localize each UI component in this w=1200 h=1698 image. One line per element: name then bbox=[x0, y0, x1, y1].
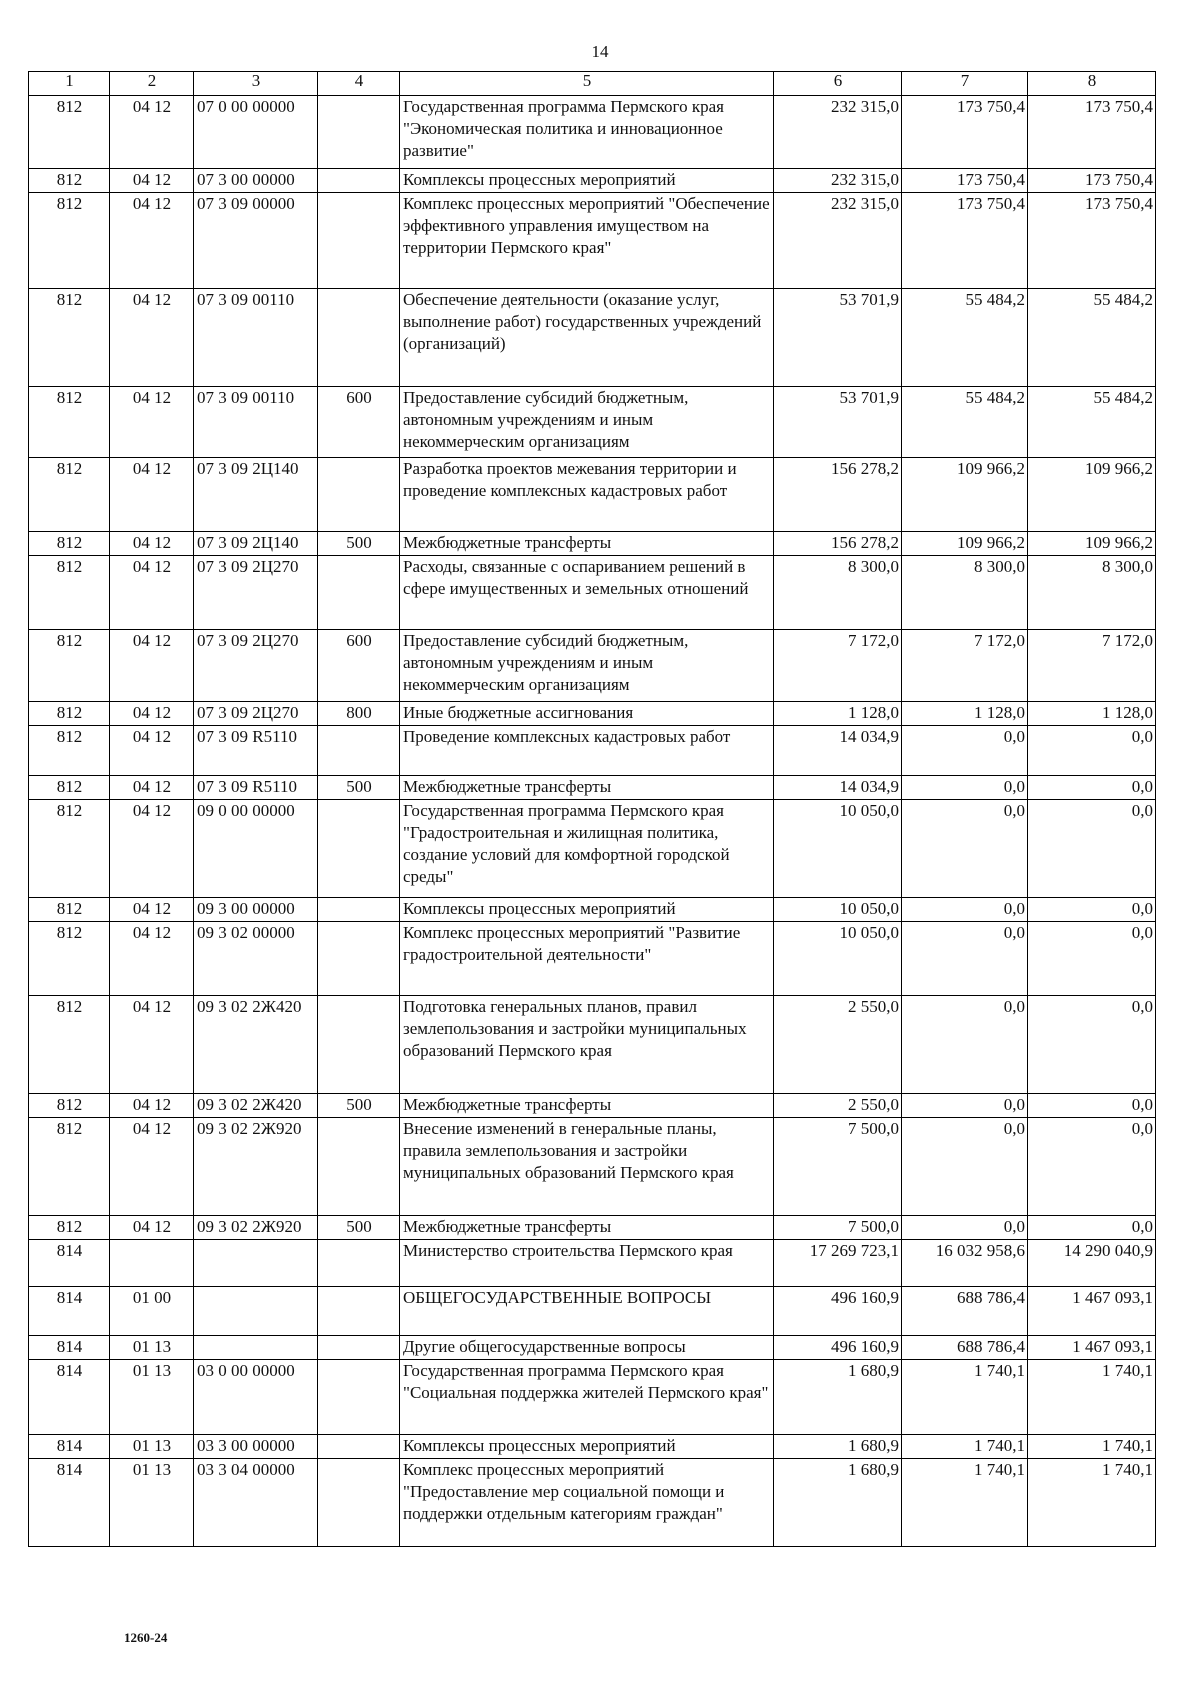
table-row bbox=[29, 556, 1156, 630]
code-cell: 812 bbox=[29, 776, 110, 800]
amount-cell: 232 315,0 bbox=[774, 169, 902, 193]
expense-type-cell bbox=[318, 996, 400, 1094]
name-cell: Внесение изменений в генеральные планы, правила землепользования и застройки муниципальных образований Пермского края bbox=[400, 1118, 774, 1216]
table-row bbox=[29, 193, 1156, 289]
expense-type-cell: 600 bbox=[318, 630, 400, 702]
amount-cell: 0,0 bbox=[902, 1118, 1028, 1216]
table-row bbox=[29, 169, 1156, 193]
amount-cell: 7 172,0 bbox=[902, 630, 1028, 702]
column-header: 4 bbox=[318, 72, 400, 96]
target-article-cell: 07 3 09 2Ц270 bbox=[194, 630, 318, 702]
amount-cell: 0,0 bbox=[902, 726, 1028, 776]
code-cell: 814 bbox=[29, 1459, 110, 1547]
column-header: 6 bbox=[774, 72, 902, 96]
amount-cell: 496 160,9 bbox=[774, 1287, 902, 1336]
amount-cell: 109 966,2 bbox=[902, 458, 1028, 532]
column-header: 3 bbox=[194, 72, 318, 96]
name-cell: Министерство строительства Пермского края bbox=[400, 1240, 774, 1287]
amount-cell: 0,0 bbox=[902, 1094, 1028, 1118]
target-article-cell: 07 3 09 R5110 bbox=[194, 776, 318, 800]
amount-cell: 1 467 093,1 bbox=[1028, 1336, 1156, 1360]
section-cell: 04 12 bbox=[110, 898, 194, 922]
table-row bbox=[29, 532, 1156, 556]
expense-type-cell: 500 bbox=[318, 1216, 400, 1240]
amount-cell: 0,0 bbox=[902, 996, 1028, 1094]
amount-cell: 55 484,2 bbox=[1028, 387, 1156, 458]
code-cell: 814 bbox=[29, 1435, 110, 1459]
column-header: 7 bbox=[902, 72, 1028, 96]
amount-cell: 0,0 bbox=[902, 898, 1028, 922]
target-article-cell: 07 3 09 2Ц140 bbox=[194, 458, 318, 532]
expense-type-cell bbox=[318, 458, 400, 532]
name-cell: Государственная программа Пермского края "Социальная поддержка жителей Пермского края" bbox=[400, 1360, 774, 1435]
code-cell: 812 bbox=[29, 1118, 110, 1216]
amount-cell: 173 750,4 bbox=[902, 96, 1028, 169]
section-cell: 01 13 bbox=[110, 1336, 194, 1360]
amount-cell: 0,0 bbox=[1028, 1118, 1156, 1216]
target-article-cell: 03 3 00 00000 bbox=[194, 1435, 318, 1459]
column-header: 2 bbox=[110, 72, 194, 96]
section-cell: 04 12 bbox=[110, 532, 194, 556]
amount-cell: 17 269 723,1 bbox=[774, 1240, 902, 1287]
section-cell: 04 12 bbox=[110, 1216, 194, 1240]
section-cell: 01 13 bbox=[110, 1435, 194, 1459]
amount-cell: 0,0 bbox=[902, 776, 1028, 800]
amount-cell: 10 050,0 bbox=[774, 922, 902, 996]
section-cell: 04 12 bbox=[110, 996, 194, 1094]
name-cell: Расходы, связанные с оспариванием решений в сфере имущественных и земельных отношений bbox=[400, 556, 774, 630]
amount-cell: 0,0 bbox=[1028, 776, 1156, 800]
expense-type-cell bbox=[318, 898, 400, 922]
amount-cell: 109 966,2 bbox=[902, 532, 1028, 556]
section-cell: 04 12 bbox=[110, 1118, 194, 1216]
code-cell: 814 bbox=[29, 1287, 110, 1336]
section-cell: 04 12 bbox=[110, 169, 194, 193]
amount-cell: 0,0 bbox=[1028, 898, 1156, 922]
table-row bbox=[29, 922, 1156, 996]
expense-type-cell bbox=[318, 1336, 400, 1360]
code-cell: 812 bbox=[29, 1094, 110, 1118]
expense-type-cell bbox=[318, 289, 400, 387]
name-cell: Комплекс процессных мероприятий "Обеспечение эффективного управления имуществом на территории Пермского края" bbox=[400, 193, 774, 289]
amount-cell: 173 750,4 bbox=[902, 193, 1028, 289]
expense-type-cell bbox=[318, 1240, 400, 1287]
name-cell: Комплексы процессных мероприятий bbox=[400, 1435, 774, 1459]
page-number: 14 bbox=[591, 42, 609, 61]
amount-cell: 1 740,1 bbox=[1028, 1459, 1156, 1547]
table-row bbox=[29, 1360, 1156, 1435]
code-cell: 812 bbox=[29, 193, 110, 289]
code-cell: 812 bbox=[29, 96, 110, 169]
name-cell: Государственная программа Пермского края "Экономическая политика и инновационное развитие" bbox=[400, 96, 774, 169]
expense-type-cell bbox=[318, 556, 400, 630]
amount-cell: 1 680,9 bbox=[774, 1459, 902, 1547]
expense-type-cell: 500 bbox=[318, 1094, 400, 1118]
section-cell: 04 12 bbox=[110, 726, 194, 776]
section-cell: 04 12 bbox=[110, 96, 194, 169]
code-cell: 812 bbox=[29, 458, 110, 532]
name-cell: ОБЩЕГОСУДАРСТВЕННЫЕ ВОПРОСЫ bbox=[400, 1287, 774, 1336]
amount-cell: 109 966,2 bbox=[1028, 458, 1156, 532]
table-row bbox=[29, 776, 1156, 800]
amount-cell: 1 467 093,1 bbox=[1028, 1287, 1156, 1336]
expense-type-cell bbox=[318, 1287, 400, 1336]
target-article-cell: 07 3 09 2Ц140 bbox=[194, 532, 318, 556]
name-cell: Межбюджетные трансферты bbox=[400, 532, 774, 556]
code-cell: 812 bbox=[29, 898, 110, 922]
target-article-cell: 09 0 00 00000 bbox=[194, 800, 318, 898]
amount-cell: 8 300,0 bbox=[1028, 556, 1156, 630]
table-row bbox=[29, 630, 1156, 702]
amount-cell: 0,0 bbox=[1028, 726, 1156, 776]
name-cell: Обеспечение деятельности (оказание услуг, выполнение работ) государственных учреждений (организаций) bbox=[400, 289, 774, 387]
amount-cell: 1 740,1 bbox=[902, 1435, 1028, 1459]
target-article-cell: 07 3 09 2Ц270 bbox=[194, 702, 318, 726]
target-article-cell: 07 3 09 00000 bbox=[194, 193, 318, 289]
amount-cell: 0,0 bbox=[1028, 996, 1156, 1094]
amount-cell: 232 315,0 bbox=[774, 96, 902, 169]
amount-cell: 2 550,0 bbox=[774, 996, 902, 1094]
target-article-cell: 07 3 09 00110 bbox=[194, 289, 318, 387]
amount-cell: 688 786,4 bbox=[902, 1336, 1028, 1360]
target-article-cell: 09 3 02 2Ж420 bbox=[194, 1094, 318, 1118]
name-cell: Комплексы процессных мероприятий bbox=[400, 169, 774, 193]
table-row bbox=[29, 289, 1156, 387]
amount-cell: 55 484,2 bbox=[902, 289, 1028, 387]
amount-cell: 8 300,0 bbox=[774, 556, 902, 630]
code-cell: 814 bbox=[29, 1240, 110, 1287]
name-cell: Предоставление субсидий бюджетным, автономным учреждениям и иным некоммерческим организациям bbox=[400, 387, 774, 458]
amount-cell: 1 128,0 bbox=[774, 702, 902, 726]
amount-cell: 156 278,2 bbox=[774, 458, 902, 532]
amount-cell: 0,0 bbox=[1028, 1094, 1156, 1118]
name-cell: Подготовка генеральных планов, правил землепользования и застройки муниципальных образований Пермского края bbox=[400, 996, 774, 1094]
expense-type-cell: 600 bbox=[318, 387, 400, 458]
table-row bbox=[29, 1459, 1156, 1547]
expense-type-cell bbox=[318, 1118, 400, 1216]
amount-cell: 2 550,0 bbox=[774, 1094, 902, 1118]
amount-cell: 173 750,4 bbox=[1028, 96, 1156, 169]
target-article-cell: 09 3 02 2Ж420 bbox=[194, 996, 318, 1094]
code-cell: 812 bbox=[29, 800, 110, 898]
section-cell: 04 12 bbox=[110, 193, 194, 289]
document-code: 1260-24 bbox=[124, 1630, 168, 1645]
amount-cell: 173 750,4 bbox=[902, 169, 1028, 193]
column-header: 5 bbox=[400, 72, 774, 96]
amount-cell: 55 484,2 bbox=[1028, 289, 1156, 387]
target-article-cell bbox=[194, 1240, 318, 1287]
amount-cell: 1 680,9 bbox=[774, 1360, 902, 1435]
section-cell: 04 12 bbox=[110, 630, 194, 702]
code-cell: 812 bbox=[29, 169, 110, 193]
expense-type-cell bbox=[318, 726, 400, 776]
table-row bbox=[29, 800, 1156, 898]
amount-cell: 10 050,0 bbox=[774, 800, 902, 898]
amount-cell: 16 032 958,6 bbox=[902, 1240, 1028, 1287]
name-cell: Комплекс процессных мероприятий "Развитие градостроительной деятельности" bbox=[400, 922, 774, 996]
amount-cell: 0,0 bbox=[1028, 1216, 1156, 1240]
table-row bbox=[29, 1240, 1156, 1287]
amount-cell: 53 701,9 bbox=[774, 289, 902, 387]
name-cell: Межбюджетные трансферты bbox=[400, 1094, 774, 1118]
name-cell: Государственная программа Пермского края "Градостроительная и жилищная политика, создание условий для комфортной городской среды" bbox=[400, 800, 774, 898]
name-cell: Проведение комплексных кадастровых работ bbox=[400, 726, 774, 776]
section-cell: 04 12 bbox=[110, 776, 194, 800]
table-row bbox=[29, 1287, 1156, 1336]
expense-type-cell: 500 bbox=[318, 532, 400, 556]
expense-type-cell bbox=[318, 96, 400, 169]
table-row bbox=[29, 1336, 1156, 1360]
amount-cell: 0,0 bbox=[902, 922, 1028, 996]
target-article-cell: 07 3 09 R5110 bbox=[194, 726, 318, 776]
target-article-cell: 07 0 00 00000 bbox=[194, 96, 318, 169]
name-cell: Межбюджетные трансферты bbox=[400, 776, 774, 800]
amount-cell: 7 500,0 bbox=[774, 1216, 902, 1240]
column-header: 8 bbox=[1028, 72, 1156, 96]
target-article-cell: 09 3 02 2Ж920 bbox=[194, 1216, 318, 1240]
code-cell: 812 bbox=[29, 630, 110, 702]
amount-cell: 173 750,4 bbox=[1028, 193, 1156, 289]
target-article-cell: 07 3 09 00110 bbox=[194, 387, 318, 458]
table-row bbox=[29, 96, 1156, 169]
section-cell: 04 12 bbox=[110, 1094, 194, 1118]
amount-cell: 1 740,1 bbox=[1028, 1435, 1156, 1459]
name-cell: Другие общегосударственные вопросы bbox=[400, 1336, 774, 1360]
name-cell: Комплекс процессных мероприятий "Предоставление мер социальной помощи и поддержки отдельным категориям граждан" bbox=[400, 1459, 774, 1547]
expense-type-cell: 800 bbox=[318, 702, 400, 726]
amount-cell: 0,0 bbox=[902, 1216, 1028, 1240]
amount-cell: 232 315,0 bbox=[774, 193, 902, 289]
code-cell: 812 bbox=[29, 1216, 110, 1240]
amount-cell: 14 034,9 bbox=[774, 726, 902, 776]
amount-cell: 14 034,9 bbox=[774, 776, 902, 800]
expense-type-cell bbox=[318, 1435, 400, 1459]
name-cell: Комплексы процессных мероприятий bbox=[400, 898, 774, 922]
budget-table bbox=[28, 71, 1156, 1547]
target-article-cell: 09 3 00 00000 bbox=[194, 898, 318, 922]
amount-cell: 1 740,1 bbox=[902, 1360, 1028, 1435]
table-row bbox=[29, 726, 1156, 776]
code-cell: 812 bbox=[29, 726, 110, 776]
code-cell: 812 bbox=[29, 702, 110, 726]
table-row bbox=[29, 702, 1156, 726]
section-cell: 04 12 bbox=[110, 702, 194, 726]
amount-cell: 1 680,9 bbox=[774, 1435, 902, 1459]
amount-cell: 0,0 bbox=[1028, 922, 1156, 996]
name-cell: Разработка проектов межевания территории и проведение комплексных кадастровых работ bbox=[400, 458, 774, 532]
section-cell: 01 13 bbox=[110, 1360, 194, 1435]
table-row bbox=[29, 1216, 1156, 1240]
code-cell: 812 bbox=[29, 556, 110, 630]
code-cell: 812 bbox=[29, 996, 110, 1094]
target-article-cell bbox=[194, 1336, 318, 1360]
section-cell: 04 12 bbox=[110, 922, 194, 996]
amount-cell: 14 290 040,9 bbox=[1028, 1240, 1156, 1287]
table-row bbox=[29, 1435, 1156, 1459]
section-cell: 04 12 bbox=[110, 387, 194, 458]
section-cell: 01 13 bbox=[110, 1459, 194, 1547]
section-cell: 01 00 bbox=[110, 1287, 194, 1336]
table-row bbox=[29, 996, 1156, 1094]
column-header: 1 bbox=[29, 72, 110, 96]
target-article-cell: 07 3 00 00000 bbox=[194, 169, 318, 193]
expense-type-cell: 500 bbox=[318, 776, 400, 800]
code-cell: 812 bbox=[29, 922, 110, 996]
section-cell: 04 12 bbox=[110, 800, 194, 898]
name-cell: Иные бюджетные ассигнования bbox=[400, 702, 774, 726]
amount-cell: 109 966,2 bbox=[1028, 532, 1156, 556]
amount-cell: 1 128,0 bbox=[902, 702, 1028, 726]
target-article-cell: 09 3 02 00000 bbox=[194, 922, 318, 996]
amount-cell: 53 701,9 bbox=[774, 387, 902, 458]
target-article-cell: 09 3 02 2Ж920 bbox=[194, 1118, 318, 1216]
amount-cell: 1 740,1 bbox=[1028, 1360, 1156, 1435]
amount-cell: 1 740,1 bbox=[902, 1459, 1028, 1547]
target-article-cell: 07 3 09 2Ц270 bbox=[194, 556, 318, 630]
expense-type-cell bbox=[318, 922, 400, 996]
code-cell: 814 bbox=[29, 1360, 110, 1435]
table-row bbox=[29, 1094, 1156, 1118]
section-cell: 04 12 bbox=[110, 289, 194, 387]
column-header-row bbox=[29, 72, 1156, 96]
amount-cell: 688 786,4 bbox=[902, 1287, 1028, 1336]
amount-cell: 156 278,2 bbox=[774, 532, 902, 556]
amount-cell: 7 172,0 bbox=[774, 630, 902, 702]
code-cell: 812 bbox=[29, 532, 110, 556]
table-row bbox=[29, 898, 1156, 922]
section-cell: 04 12 bbox=[110, 458, 194, 532]
target-article-cell: 03 0 00 00000 bbox=[194, 1360, 318, 1435]
amount-cell: 173 750,4 bbox=[1028, 169, 1156, 193]
table-row bbox=[29, 1118, 1156, 1216]
name-cell: Межбюджетные трансферты bbox=[400, 1216, 774, 1240]
code-cell: 812 bbox=[29, 289, 110, 387]
expense-type-cell bbox=[318, 800, 400, 898]
amount-cell: 10 050,0 bbox=[774, 898, 902, 922]
target-article-cell: 03 3 04 00000 bbox=[194, 1459, 318, 1547]
expense-type-cell bbox=[318, 193, 400, 289]
expense-type-cell bbox=[318, 169, 400, 193]
amount-cell: 7 172,0 bbox=[1028, 630, 1156, 702]
amount-cell: 1 128,0 bbox=[1028, 702, 1156, 726]
section-cell: 04 12 bbox=[110, 556, 194, 630]
name-cell: Предоставление субсидий бюджетным, автономным учреждениям и иным некоммерческим организациям bbox=[400, 630, 774, 702]
table-row bbox=[29, 387, 1156, 458]
amount-cell: 496 160,9 bbox=[774, 1336, 902, 1360]
section-cell bbox=[110, 1240, 194, 1287]
code-cell: 814 bbox=[29, 1336, 110, 1360]
target-article-cell bbox=[194, 1287, 318, 1336]
amount-cell: 7 500,0 bbox=[774, 1118, 902, 1216]
amount-cell: 0,0 bbox=[1028, 800, 1156, 898]
table-row bbox=[29, 458, 1156, 532]
expense-type-cell bbox=[318, 1459, 400, 1547]
code-cell: 812 bbox=[29, 387, 110, 458]
amount-cell: 8 300,0 bbox=[902, 556, 1028, 630]
amount-cell: 55 484,2 bbox=[902, 387, 1028, 458]
expense-type-cell bbox=[318, 1360, 400, 1435]
amount-cell: 0,0 bbox=[902, 800, 1028, 898]
